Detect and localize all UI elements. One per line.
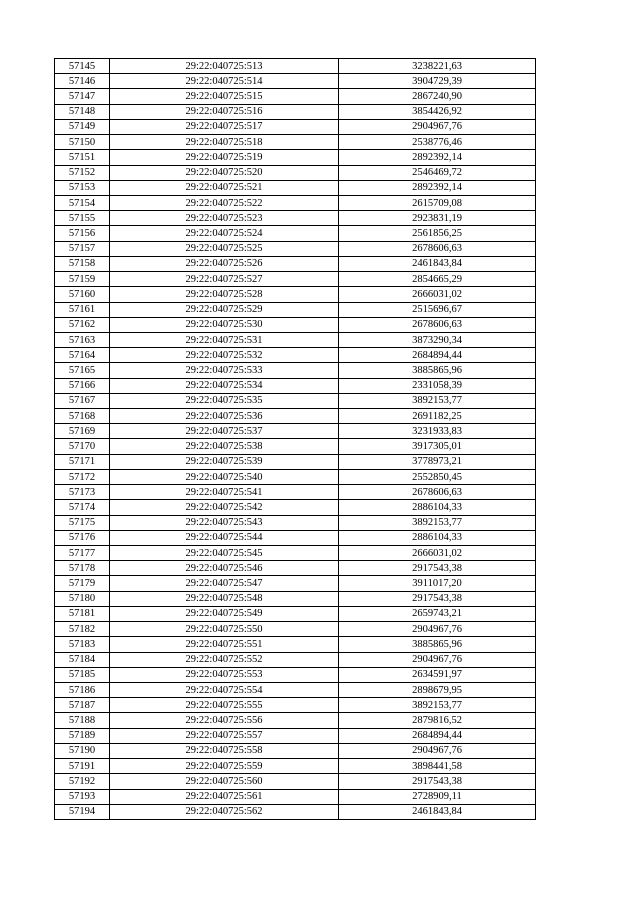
cadastral-number-cell: 29:22:040725:513 (110, 59, 339, 74)
cadastral-value-cell: 3238221,63 (339, 59, 536, 74)
table-row (55, 515, 536, 530)
row-number-cell: 57173 (55, 485, 110, 500)
cadastral-value-cell: 2886104,33 (339, 500, 536, 515)
cadastral-value-cell: 2923831,19 (339, 211, 536, 226)
table-row (55, 272, 536, 287)
cadastral-number-cell: 29:22:040725:531 (110, 332, 339, 347)
row-number-cell: 57168 (55, 409, 110, 424)
cadastral-number-cell: 29:22:040725:557 (110, 728, 339, 743)
row-number-cell: 57186 (55, 682, 110, 697)
cadastral-value-cell: 2917543,38 (339, 591, 536, 606)
cadastral-number-cell: 29:22:040725:527 (110, 272, 339, 287)
table-row (55, 332, 536, 347)
cadastral-number-cell: 29:22:040725:528 (110, 287, 339, 302)
table-row (55, 485, 536, 500)
table-row (55, 378, 536, 393)
cadastral-value-cell: 2634591,97 (339, 667, 536, 682)
table-row (55, 546, 536, 561)
cadastral-value-cell: 2904967,76 (339, 119, 536, 134)
row-number-cell: 57154 (55, 195, 110, 210)
row-number-cell: 57164 (55, 348, 110, 363)
table-body (55, 59, 536, 820)
table-row (55, 195, 536, 210)
cadastral-value-cell: 2728909,11 (339, 789, 536, 804)
row-number-cell: 57150 (55, 135, 110, 150)
cadastral-value-cell: 2917543,38 (339, 774, 536, 789)
table-row (55, 667, 536, 682)
cadastral-value-cell: 2538776,46 (339, 135, 536, 150)
table-row (55, 713, 536, 728)
cadastral-value-cell: 2904967,76 (339, 652, 536, 667)
table-row (55, 622, 536, 637)
row-number-cell: 57176 (55, 530, 110, 545)
cadastral-value-cell: 2904967,76 (339, 743, 536, 758)
cadastral-number-cell: 29:22:040725:561 (110, 789, 339, 804)
cadastral-number-cell: 29:22:040725:546 (110, 561, 339, 576)
cadastral-number-cell: 29:22:040725:524 (110, 226, 339, 241)
row-number-cell: 57171 (55, 454, 110, 469)
row-number-cell: 57155 (55, 211, 110, 226)
row-number-cell: 57151 (55, 150, 110, 165)
row-number-cell: 57184 (55, 652, 110, 667)
cadastral-value-cell: 3898441,58 (339, 759, 536, 774)
cadastral-value-cell: 2666031,02 (339, 287, 536, 302)
table-row (55, 256, 536, 271)
cadastral-value-cell: 3911017,20 (339, 576, 536, 591)
row-number-cell: 57169 (55, 424, 110, 439)
table-row (55, 89, 536, 104)
cadastral-number-cell: 29:22:040725:533 (110, 363, 339, 378)
table-row (55, 165, 536, 180)
cadastral-number-cell: 29:22:040725:553 (110, 667, 339, 682)
table-row (55, 150, 536, 165)
cadastral-value-cell: 2678606,63 (339, 241, 536, 256)
row-number-cell: 57179 (55, 576, 110, 591)
row-number-cell: 57172 (55, 469, 110, 484)
cadastral-number-cell: 29:22:040725:515 (110, 89, 339, 104)
table-row (55, 439, 536, 454)
cadastral-value-cell: 2867240,90 (339, 89, 536, 104)
table-row (55, 698, 536, 713)
table-row (55, 652, 536, 667)
table-row (55, 789, 536, 804)
table-row (55, 500, 536, 515)
table-row (55, 591, 536, 606)
cadastral-number-cell: 29:22:040725:520 (110, 165, 339, 180)
cadastral-number-cell: 29:22:040725:549 (110, 606, 339, 621)
row-number-cell: 57153 (55, 180, 110, 195)
cadastral-number-cell: 29:22:040725:562 (110, 804, 339, 819)
cadastral-value-cell: 2546469,72 (339, 165, 536, 180)
cadastral-number-cell: 29:22:040725:538 (110, 439, 339, 454)
row-number-cell: 57159 (55, 272, 110, 287)
row-number-cell: 57193 (55, 789, 110, 804)
cadastral-value-cell: 3892153,77 (339, 698, 536, 713)
cadastral-number-cell: 29:22:040725:530 (110, 317, 339, 332)
table-row (55, 743, 536, 758)
cadastral-value-cell: 2879816,52 (339, 713, 536, 728)
cadastral-number-cell: 29:22:040725:516 (110, 104, 339, 119)
cadastral-number-cell: 29:22:040725:517 (110, 119, 339, 134)
cadastral-value-cell: 3892153,77 (339, 393, 536, 408)
table-row (55, 469, 536, 484)
row-number-cell: 57190 (55, 743, 110, 758)
table-row (55, 728, 536, 743)
cadastral-number-cell: 29:22:040725:535 (110, 393, 339, 408)
table-row (55, 682, 536, 697)
table-row (55, 317, 536, 332)
row-number-cell: 57158 (55, 256, 110, 271)
cadastral-number-cell: 29:22:040725:543 (110, 515, 339, 530)
cadastral-value-cell: 2515696,67 (339, 302, 536, 317)
cadastral-number-cell: 29:22:040725:542 (110, 500, 339, 515)
table-row (55, 104, 536, 119)
row-number-cell: 57163 (55, 332, 110, 347)
row-number-cell: 57174 (55, 500, 110, 515)
cadastral-value-cell: 2615709,08 (339, 195, 536, 210)
cadastral-value-cell: 2892392,14 (339, 150, 536, 165)
cadastral-value-cell: 2678606,63 (339, 485, 536, 500)
cadastral-value-cell: 3854426,92 (339, 104, 536, 119)
row-number-cell: 57149 (55, 119, 110, 134)
cadastral-number-cell: 29:22:040725:548 (110, 591, 339, 606)
row-number-cell: 57181 (55, 606, 110, 621)
cadastral-number-cell: 29:22:040725:555 (110, 698, 339, 713)
row-number-cell: 57145 (55, 59, 110, 74)
cadastral-number-cell: 29:22:040725:541 (110, 485, 339, 500)
table-row (55, 606, 536, 621)
row-number-cell: 57146 (55, 74, 110, 89)
cadastral-number-cell: 29:22:040725:540 (110, 469, 339, 484)
row-number-cell: 57162 (55, 317, 110, 332)
cadastral-value-cell: 3885865,96 (339, 363, 536, 378)
cadastral-number-cell: 29:22:040725:523 (110, 211, 339, 226)
cadastral-number-cell: 29:22:040725:521 (110, 180, 339, 195)
table-row (55, 241, 536, 256)
cadastral-number-cell: 29:22:040725:560 (110, 774, 339, 789)
cadastral-number-cell: 29:22:040725:522 (110, 195, 339, 210)
row-number-cell: 57147 (55, 89, 110, 104)
cadastral-value-cell: 2898679,95 (339, 682, 536, 697)
cadastral-number-cell: 29:22:040725:518 (110, 135, 339, 150)
cadastral-value-cell: 2917543,38 (339, 561, 536, 576)
row-number-cell: 57185 (55, 667, 110, 682)
cadastral-number-cell: 29:22:040725:544 (110, 530, 339, 545)
cadastral-number-cell: 29:22:040725:550 (110, 622, 339, 637)
row-number-cell: 57187 (55, 698, 110, 713)
cadastral-value-cell: 3904729,39 (339, 74, 536, 89)
row-number-cell: 57177 (55, 546, 110, 561)
cadastral-number-cell: 29:22:040725:554 (110, 682, 339, 697)
row-number-cell: 57192 (55, 774, 110, 789)
table-row (55, 135, 536, 150)
cadastral-value-table (54, 58, 536, 820)
cadastral-value-cell: 2854665,29 (339, 272, 536, 287)
table-row (55, 409, 536, 424)
cadastral-number-cell: 29:22:040725:547 (110, 576, 339, 591)
table-row (55, 74, 536, 89)
row-number-cell: 57183 (55, 637, 110, 652)
cadastral-number-cell: 29:22:040725:536 (110, 409, 339, 424)
cadastral-number-cell: 29:22:040725:534 (110, 378, 339, 393)
cadastral-value-cell: 3873290,34 (339, 332, 536, 347)
cadastral-value-cell: 2892392,14 (339, 180, 536, 195)
cadastral-value-cell: 2561856,25 (339, 226, 536, 241)
row-number-cell: 57148 (55, 104, 110, 119)
row-number-cell: 57157 (55, 241, 110, 256)
row-number-cell: 57161 (55, 302, 110, 317)
cadastral-number-cell: 29:22:040725:525 (110, 241, 339, 256)
row-number-cell: 57191 (55, 759, 110, 774)
cadastral-number-cell: 29:22:040725:552 (110, 652, 339, 667)
cadastral-number-cell: 29:22:040725:551 (110, 637, 339, 652)
table-row (55, 530, 536, 545)
table-row (55, 226, 536, 241)
table-row (55, 637, 536, 652)
cadastral-number-cell: 29:22:040725:537 (110, 424, 339, 439)
row-number-cell: 57189 (55, 728, 110, 743)
table-row (55, 393, 536, 408)
cadastral-number-cell: 29:22:040725:519 (110, 150, 339, 165)
cadastral-value-cell: 2678606,63 (339, 317, 536, 332)
cadastral-value-cell: 2886104,33 (339, 530, 536, 545)
cadastral-number-cell: 29:22:040725:529 (110, 302, 339, 317)
cadastral-number-cell: 29:22:040725:556 (110, 713, 339, 728)
row-number-cell: 57175 (55, 515, 110, 530)
table-row (55, 561, 536, 576)
row-number-cell: 57152 (55, 165, 110, 180)
cadastral-value-cell: 2684894,44 (339, 348, 536, 363)
table-row (55, 348, 536, 363)
table-row (55, 759, 536, 774)
table-row (55, 774, 536, 789)
cadastral-value-cell: 3917305,01 (339, 439, 536, 454)
cadastral-value-cell: 3892153,77 (339, 515, 536, 530)
cadastral-value-cell: 2552850,45 (339, 469, 536, 484)
row-number-cell: 57156 (55, 226, 110, 241)
cadastral-number-cell: 29:22:040725:559 (110, 759, 339, 774)
cadastral-value-cell: 3778973,21 (339, 454, 536, 469)
row-number-cell: 57180 (55, 591, 110, 606)
table-row (55, 287, 536, 302)
table-row (55, 424, 536, 439)
cadastral-number-cell: 29:22:040725:526 (110, 256, 339, 271)
cadastral-number-cell: 29:22:040725:545 (110, 546, 339, 561)
cadastral-value-cell: 2331058,39 (339, 378, 536, 393)
cadastral-value-cell: 2684894,44 (339, 728, 536, 743)
table-row (55, 576, 536, 591)
row-number-cell: 57166 (55, 378, 110, 393)
cadastral-value-cell: 2666031,02 (339, 546, 536, 561)
cadastral-number-cell: 29:22:040725:539 (110, 454, 339, 469)
cadastral-value-cell: 3885865,96 (339, 637, 536, 652)
row-number-cell: 57178 (55, 561, 110, 576)
row-number-cell: 57170 (55, 439, 110, 454)
row-number-cell: 57194 (55, 804, 110, 819)
table-row (55, 211, 536, 226)
row-number-cell: 57165 (55, 363, 110, 378)
cadastral-value-cell: 3231933,83 (339, 424, 536, 439)
row-number-cell: 57167 (55, 393, 110, 408)
row-number-cell: 57160 (55, 287, 110, 302)
cadastral-number-cell: 29:22:040725:514 (110, 74, 339, 89)
table-row (55, 302, 536, 317)
table-row (55, 59, 536, 74)
table-row (55, 180, 536, 195)
cadastral-number-cell: 29:22:040725:558 (110, 743, 339, 758)
cadastral-value-cell: 2691182,25 (339, 409, 536, 424)
row-number-cell: 57182 (55, 622, 110, 637)
row-number-cell: 57188 (55, 713, 110, 728)
cadastral-value-cell: 2904967,76 (339, 622, 536, 637)
cadastral-number-cell: 29:22:040725:532 (110, 348, 339, 363)
cadastral-value-cell: 2659743,21 (339, 606, 536, 621)
table-row (55, 454, 536, 469)
table-row (55, 119, 536, 134)
table-row (55, 363, 536, 378)
table-row (55, 804, 536, 819)
cadastral-value-cell: 2461843,84 (339, 804, 536, 819)
cadastral-value-cell: 2461843,84 (339, 256, 536, 271)
